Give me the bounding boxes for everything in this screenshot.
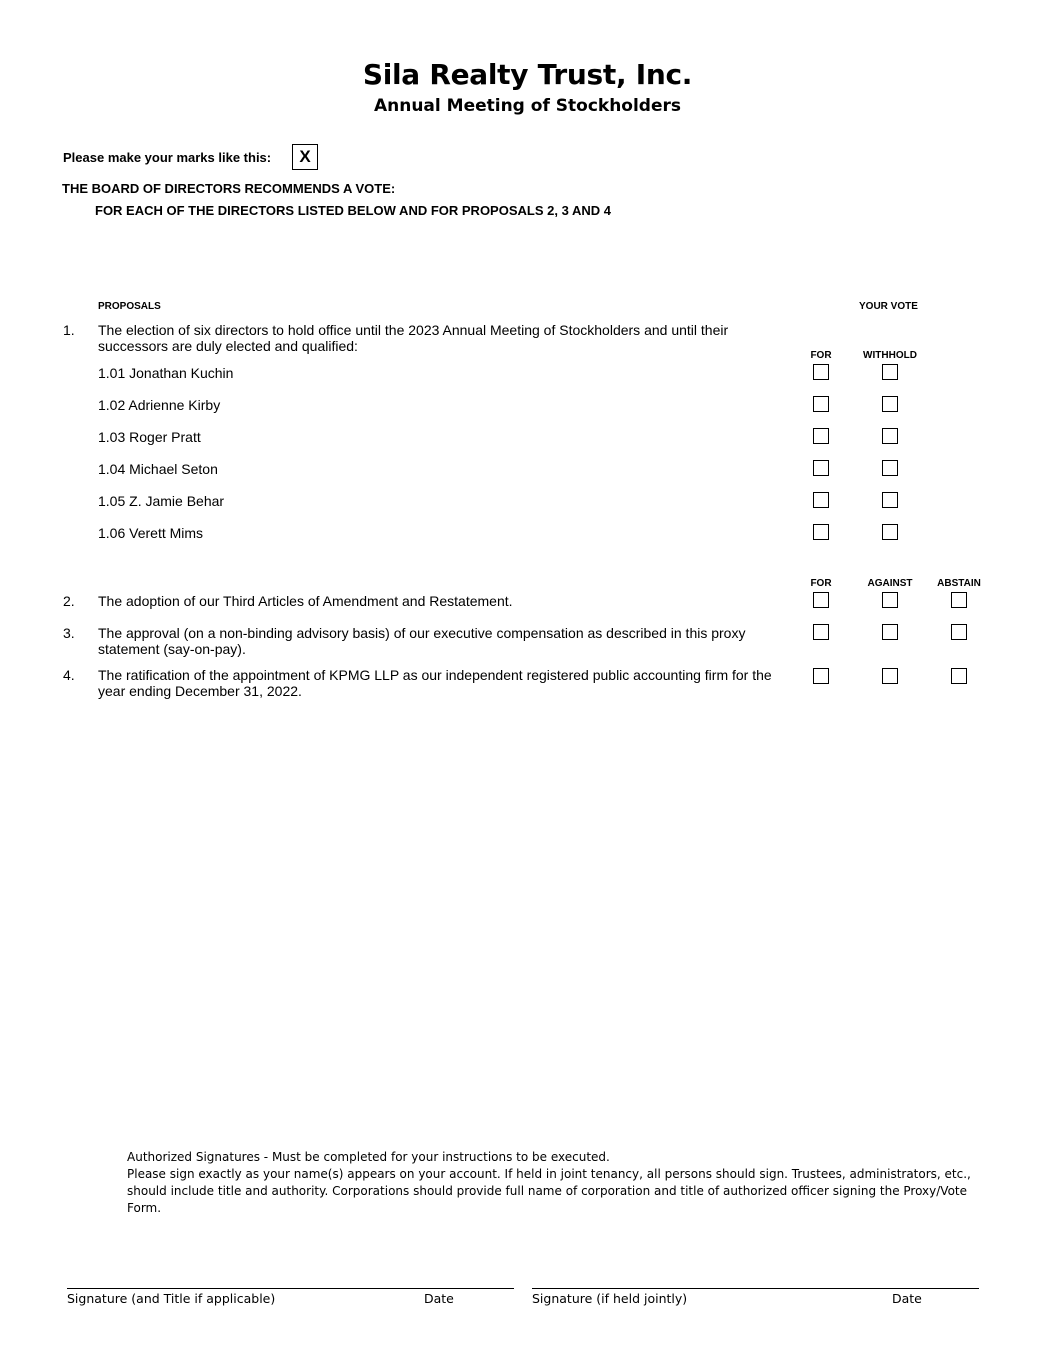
proposal-4-abstain-checkbox[interactable] [951, 668, 967, 684]
proposal-3-text-line1: The approval (on a non-binding advisory basis) of our executive compensation as described in this proxy [98, 625, 746, 641]
proposal-3-abstain-checkbox[interactable] [951, 624, 967, 640]
nominee-2-for-checkbox[interactable] [813, 396, 829, 412]
board-recommendation-heading: THE BOARD OF DIRECTORS RECOMMENDS A VOTE: [62, 181, 396, 196]
signature-label-joint: Signature (if held jointly) [532, 1291, 688, 1306]
nominee-3-for-checkbox[interactable] [813, 428, 829, 444]
column-header-abstain: ABSTAIN [937, 578, 981, 589]
proposal-4-text-line2: year ending December 31, 2022. [98, 683, 302, 699]
nominee-label: 1.02 Adrienne Kirby [98, 397, 221, 413]
board-recommendation-detail: FOR EACH OF THE DIRECTORS LISTED BELOW AND FOR PROPOSALS 2, 3 AND 4 [95, 203, 611, 218]
nominee-6-withhold-checkbox[interactable] [882, 524, 898, 540]
proposals-header: PROPOSALS [98, 301, 161, 312]
nominee-4-for-checkbox[interactable] [813, 460, 829, 476]
date-label-joint: Date [892, 1291, 922, 1306]
proposal-4-for-checkbox[interactable] [813, 668, 829, 684]
mark-instruction-label: Please make your marks like this: [63, 150, 272, 165]
nominee-label: 1.04 Michael Seton [98, 461, 218, 477]
proposal-4-against-checkbox[interactable] [882, 668, 898, 684]
proposal-2-against-checkbox[interactable] [882, 592, 898, 608]
document-title: Sila Realty Trust, Inc. [362, 58, 693, 91]
nominee-2-withhold-checkbox[interactable] [882, 396, 898, 412]
your-vote-header: YOUR VOTE [859, 301, 918, 312]
proposal-1-text-line1: The election of six directors to hold office until the 2023 Annual Meeting of Stockholders and until their [98, 322, 729, 338]
nominee-label: 1.03 Roger Pratt [98, 429, 201, 445]
nominee-4-withhold-checkbox[interactable] [882, 460, 898, 476]
column-header-for: FOR [810, 578, 832, 589]
signature-instruction-line1: Authorized Signatures - Must be completed for your instructions to be executed. [127, 1150, 610, 1164]
proposal-2-text: The adoption of our Third Articles of Amendment and Restatement. [98, 593, 513, 609]
column-header-for: FOR [810, 350, 832, 361]
column-header-withhold: WITHHOLD [863, 350, 917, 361]
proposal-4-text-line1: The ratification of the appointment of KPMG LLP as our independent registered public accounting firm for the [98, 667, 772, 683]
proposal-3-number: 3. [63, 625, 75, 641]
signature-label-primary: Signature (and Title if applicable) [67, 1291, 276, 1306]
proposal-2-number: 2. [63, 593, 75, 609]
signature-instruction-line3: should include title and authority. Corporations should provide full name of corporation and title of authorized officer signing the Proxy/Vote [127, 1184, 968, 1198]
signature-line-primary[interactable] [67, 1288, 514, 1289]
column-header-against: AGAINST [867, 578, 913, 589]
signature-line-joint[interactable] [532, 1288, 979, 1289]
nominee-3-withhold-checkbox[interactable] [882, 428, 898, 444]
nominee-5-withhold-checkbox[interactable] [882, 492, 898, 508]
mark-example-box: X [292, 144, 318, 170]
nominee-1-for-checkbox[interactable] [813, 364, 829, 380]
date-label-primary: Date [424, 1291, 454, 1306]
signature-instruction-line2: Please sign exactly as your name(s) appears on your account. If held in joint tenancy, all persons should sign. Trustees, administrators, etc., [127, 1167, 971, 1181]
signature-instruction-line4: Form. [127, 1201, 162, 1215]
nominee-5-for-checkbox[interactable] [813, 492, 829, 508]
proposal-1-number: 1. [63, 322, 75, 338]
nominee-1-withhold-checkbox[interactable] [882, 364, 898, 380]
nominee-label: 1.05 Z. Jamie Behar [98, 493, 225, 509]
nominee-label: 1.06 Verett Mims [98, 525, 204, 541]
proposal-2-for-checkbox[interactable] [813, 592, 829, 608]
proposal-3-against-checkbox[interactable] [882, 624, 898, 640]
nominee-6-for-checkbox[interactable] [813, 524, 829, 540]
nominee-label: 1.01 Jonathan Kuchin [98, 365, 234, 381]
proposal-1-text-line2: successors are duly elected and qualified: [98, 338, 358, 354]
proposal-4-number: 4. [63, 667, 75, 683]
document-subtitle: Annual Meeting of Stockholders [373, 96, 682, 116]
proposal-2-abstain-checkbox[interactable] [951, 592, 967, 608]
proposal-3-text-line2: statement (say-on-pay). [98, 641, 246, 657]
proposal-3-for-checkbox[interactable] [813, 624, 829, 640]
